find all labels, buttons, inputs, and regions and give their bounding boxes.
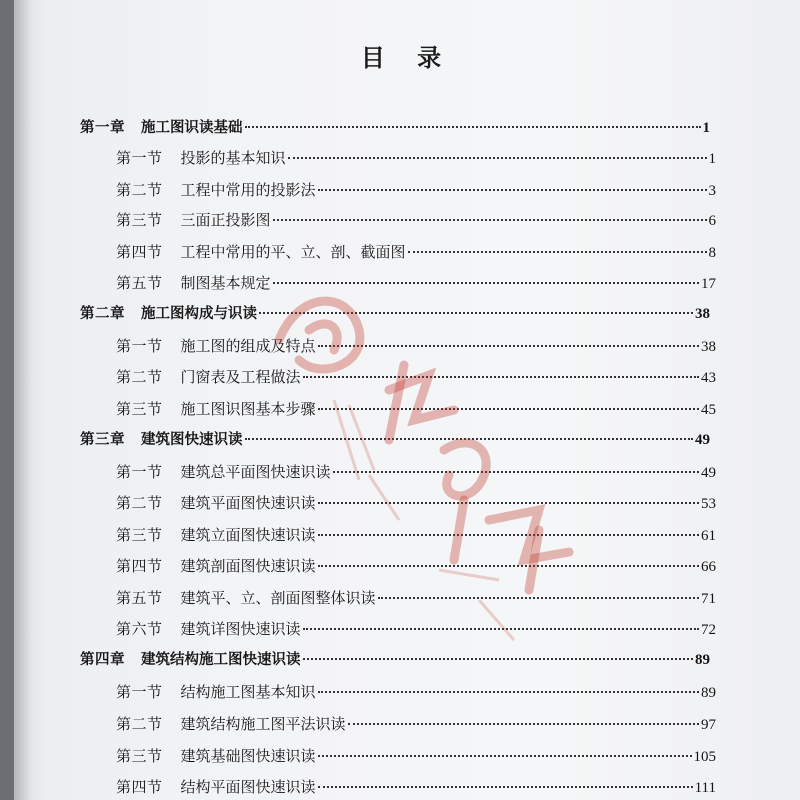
toc-dot-leader <box>245 437 694 440</box>
toc-chapter-entry <box>80 303 710 325</box>
toc-section-entry <box>116 776 716 798</box>
toc-section-entry <box>116 366 716 388</box>
toc-entry-number: 第一章 <box>80 120 125 136</box>
toc-section-entry <box>116 461 716 483</box>
toc-entry-title: 工程中常用的投影法 <box>180 181 316 199</box>
toc-page-number: 45 <box>701 402 716 418</box>
toc-page-number: 17 <box>701 276 716 292</box>
toc-entry-number: 第五节 <box>116 589 163 607</box>
toc-entry-title: 建筑详图快速识读 <box>180 620 301 638</box>
toc-chapter-entry <box>80 649 710 671</box>
toc-entry-number: 第四节 <box>116 557 163 575</box>
toc-page-number: 38 <box>701 339 716 355</box>
toc-dot-leader <box>288 156 707 159</box>
toc-dot-leader <box>318 785 693 788</box>
toc-entry-number: 第五节 <box>116 274 163 292</box>
toc-page-number: 3 <box>708 183 716 199</box>
toc-entry-title: 施工图识读基础 <box>141 120 243 136</box>
toc-entry-number: 第三节 <box>116 526 163 544</box>
toc-entry-number: 第一节 <box>116 149 163 167</box>
toc-page-number: 38 <box>695 306 710 322</box>
toc-entry-title: 建筑总平面图快速识读 <box>180 463 331 481</box>
toc-dot-leader <box>318 564 699 567</box>
page-title: 目 录 <box>360 44 454 72</box>
toc-entry-title: 结构平面图快速识读 <box>180 778 316 796</box>
toc-entry-title: 三面正投影图 <box>180 211 271 229</box>
toc-entry-number: 第三章 <box>80 432 125 448</box>
toc-section-entry <box>116 335 716 357</box>
toc-section-entry <box>116 398 716 420</box>
toc-section-entry <box>116 524 716 546</box>
toc-page-number: 1 <box>702 120 710 136</box>
toc-page-number: 71 <box>701 591 716 607</box>
toc-page-number: 66 <box>701 559 716 575</box>
toc-entry-title: 建筑立面图快速识读 <box>180 526 316 544</box>
toc-dot-leader <box>408 250 707 253</box>
toc-section-entry <box>116 209 716 231</box>
toc-dot-leader <box>273 281 699 284</box>
toc-entry-number: 第一节 <box>116 683 163 701</box>
toc-page-number: 97 <box>701 717 716 733</box>
toc-entry-number: 第四节 <box>116 778 163 796</box>
toc-entry-title: 建筑结构施工图平法识读 <box>180 715 346 733</box>
toc-section-entry <box>116 147 716 169</box>
toc-entry-title: 建筑剖面图快速识读 <box>180 557 316 575</box>
toc-section-entry <box>116 492 716 514</box>
toc-section-entry <box>116 745 716 767</box>
toc-dot-leader <box>259 311 693 314</box>
toc-dot-leader <box>303 375 699 378</box>
toc-section-entry <box>116 179 716 201</box>
toc-entry-title: 制图基本规定 <box>180 274 271 292</box>
toc-page-number: 8 <box>708 245 716 261</box>
toc-entry-title: 投影的基本知识 <box>180 149 286 167</box>
toc-entry-title: 建筑平、立、剖面图整体识读 <box>180 589 376 607</box>
toc-page-number: 53 <box>701 496 716 512</box>
toc-page-number: 89 <box>701 685 716 701</box>
toc-entry-number: 第三节 <box>116 400 163 418</box>
toc-dot-leader <box>318 407 699 410</box>
toc-chapter-entry <box>80 117 710 139</box>
toc-dot-leader <box>318 344 699 347</box>
toc-entry-number: 第六节 <box>116 620 163 638</box>
toc-entry-title: 建筑结构施工图快速识读 <box>141 652 301 668</box>
toc-entry-number: 第三节 <box>116 747 163 765</box>
toc-dot-leader <box>303 657 694 660</box>
toc-dot-leader <box>318 501 699 504</box>
toc-section-entry <box>116 587 716 609</box>
toc-dot-leader <box>378 596 699 599</box>
toc-page-number: 111 <box>694 780 716 796</box>
toc-entry-title: 施工图识图基本步骤 <box>180 400 316 418</box>
toc-section-entry <box>116 713 716 735</box>
toc-page-number: 61 <box>701 528 716 544</box>
toc-page-number: 1 <box>708 151 716 167</box>
toc-section-entry <box>116 555 716 577</box>
toc-section-entry <box>116 618 716 640</box>
toc-dot-leader <box>348 722 699 725</box>
toc-dot-leader <box>318 533 699 536</box>
toc-entry-number: 第二章 <box>80 306 125 322</box>
toc-page-number: 89 <box>695 652 710 668</box>
toc-page-number: 49 <box>701 465 716 481</box>
toc-section-entry <box>116 681 716 703</box>
toc-entry-title: 建筑图快速识读 <box>141 432 243 448</box>
toc-entry-number: 第四节 <box>116 243 163 261</box>
toc-entry-title: 工程中常用的平、立、剖、截面图 <box>180 243 406 261</box>
toc-chapter-entry <box>80 429 710 451</box>
toc-entry-title: 结构施工图基本知识 <box>180 683 316 701</box>
toc-entry-number: 第二节 <box>116 181 163 199</box>
toc-page-number: 72 <box>701 622 716 638</box>
toc-dot-leader <box>333 470 699 473</box>
table-of-contents <box>14 0 800 800</box>
toc-page-number: 43 <box>701 370 716 386</box>
toc-page-number: 6 <box>708 213 716 229</box>
toc-entry-number: 第三节 <box>116 211 163 229</box>
toc-dot-leader <box>273 218 707 221</box>
toc-dot-leader <box>318 754 692 757</box>
toc-entry-number: 第一节 <box>116 337 163 355</box>
toc-page-number: 105 <box>693 749 716 765</box>
toc-dot-leader <box>245 125 701 128</box>
toc-section-entry <box>116 272 716 294</box>
book-page <box>14 0 800 800</box>
toc-entry-number: 第二节 <box>116 494 163 512</box>
toc-entry-number: 第二节 <box>116 368 163 386</box>
toc-entry-number: 第二节 <box>116 715 163 733</box>
toc-entry-title: 建筑基础图快速识读 <box>180 747 316 765</box>
toc-entry-number: 第一节 <box>116 463 163 481</box>
toc-dot-leader <box>318 690 699 693</box>
toc-entry-title: 施工图构成与识读 <box>141 306 257 322</box>
toc-dot-leader <box>303 627 699 630</box>
toc-page-number: 49 <box>695 432 710 448</box>
toc-entry-number: 第四章 <box>80 652 125 668</box>
toc-dot-leader <box>318 188 707 191</box>
toc-entry-title: 门窗表及工程做法 <box>180 368 301 386</box>
toc-entry-title: 施工图的组成及特点 <box>180 337 316 355</box>
toc-entry-title: 建筑平面图快速识读 <box>180 494 316 512</box>
toc-section-entry <box>116 241 716 263</box>
